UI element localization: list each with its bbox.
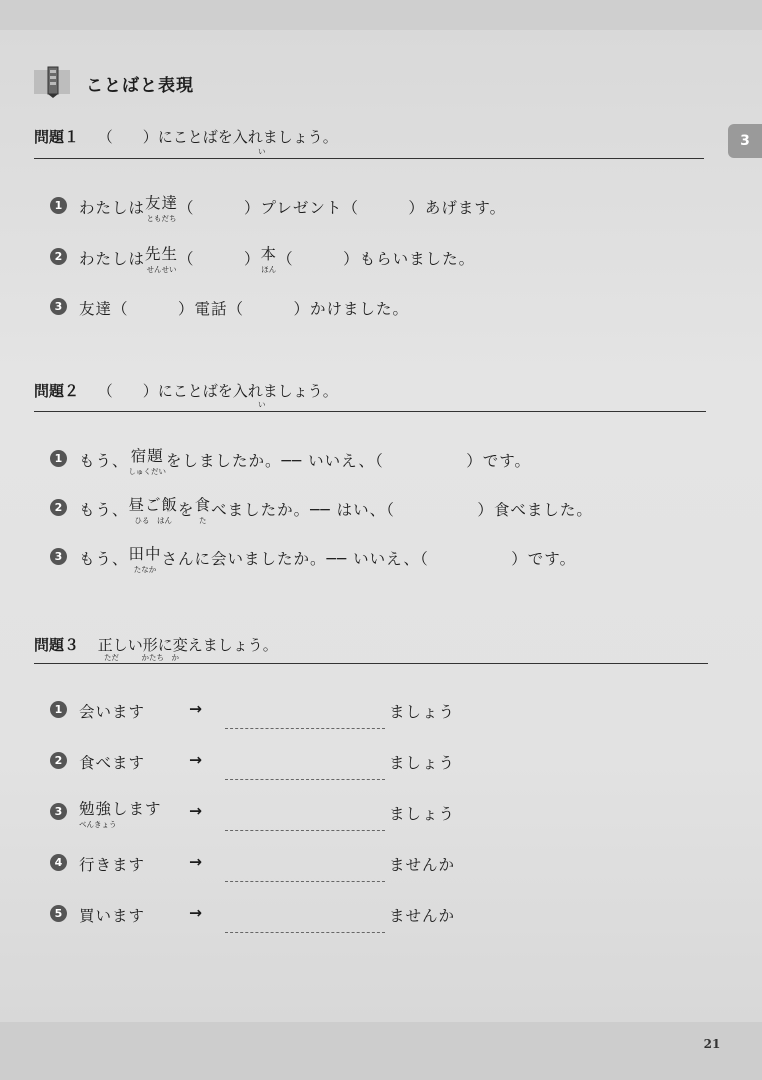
verb: 食べます xyxy=(79,754,146,772)
question-number: 問題２ xyxy=(34,382,80,400)
list-item xyxy=(50,853,455,882)
divider xyxy=(34,411,706,412)
book-pencil-icon xyxy=(34,64,74,102)
text: （ ）もらいました。 xyxy=(277,250,476,268)
verb: 買います xyxy=(79,907,146,925)
top-shadow xyxy=(0,0,762,30)
arrow-icon: → xyxy=(189,853,203,871)
ruby-word: 昼ご飯 ひる はん xyxy=(128,496,179,525)
list-item xyxy=(50,297,409,319)
list-item xyxy=(50,196,506,222)
answer-blank[interactable] xyxy=(225,751,385,780)
text: をしましたか。── いいえ、（ ）です。 xyxy=(166,452,532,470)
list-item xyxy=(50,751,455,780)
question-number: 問題３ xyxy=(34,636,80,654)
ruby-word: 田中 たなか xyxy=(128,545,162,574)
ending: ませんか xyxy=(389,856,456,874)
verb: 会います xyxy=(79,703,146,721)
item-number: 5 xyxy=(50,905,67,922)
item-number: 2 xyxy=(50,752,67,769)
ruby: い xyxy=(258,400,266,409)
list-item xyxy=(50,802,455,831)
text: わたしは xyxy=(79,199,146,217)
ruby-word: 友達 ともだち xyxy=(145,194,179,223)
list-item xyxy=(50,700,455,729)
answer-blank[interactable] xyxy=(225,853,385,882)
text: もう、 xyxy=(79,501,129,519)
item-number: 3 xyxy=(50,548,67,565)
text: （ ） xyxy=(178,250,261,268)
ending: ましょう xyxy=(389,805,456,823)
verb: 行きます xyxy=(79,856,146,874)
item-number: 1 xyxy=(50,450,67,467)
item-number: 1 xyxy=(50,197,67,214)
page-number: 21 xyxy=(703,1037,721,1051)
list-item xyxy=(50,904,455,933)
item-number: 4 xyxy=(50,854,67,871)
ruby-word: 宿題 しゅくだい xyxy=(128,447,167,476)
list-item xyxy=(50,449,531,475)
question-2-heading xyxy=(34,380,338,401)
text: を xyxy=(178,501,195,519)
arrow-icon: → xyxy=(189,904,203,922)
divider xyxy=(34,158,704,159)
ruby-word: 食 た xyxy=(194,496,212,525)
ruby-word: 先生 せんせい xyxy=(145,245,179,274)
text: もう、 xyxy=(79,550,129,568)
ending: ましょう xyxy=(389,703,456,721)
text: （ ）プレゼント（ ）あげます。 xyxy=(178,199,507,217)
answer-blank[interactable] xyxy=(225,802,385,831)
text: 友達（ ）電話（ ）かけました。 xyxy=(79,300,410,318)
arrow-icon: → xyxy=(189,802,203,820)
answer-blank[interactable] xyxy=(225,700,385,729)
section-header xyxy=(34,64,194,102)
ending: ましょう xyxy=(389,754,456,772)
ending: ませんか xyxy=(389,907,456,925)
ruby-word: 本 ほん xyxy=(260,245,278,274)
item-number: 2 xyxy=(50,248,67,265)
arrow-icon: → xyxy=(189,700,203,718)
item-number: 2 xyxy=(50,499,67,516)
text: べましたか。── はい、（ ）食べました。 xyxy=(211,501,593,519)
arrow-icon: → xyxy=(189,751,203,769)
text: もう、 xyxy=(79,452,129,470)
item-number: 3 xyxy=(50,298,67,315)
answer-blank[interactable] xyxy=(225,904,385,933)
section-title: ことばと表現 xyxy=(86,75,194,96)
text: さんに会いましたか。── いいえ、（ ）です。 xyxy=(161,550,577,568)
chapter-tab[interactable]: 3 xyxy=(728,124,762,158)
question-instruction: （ ）にことばを入れましょう。 xyxy=(97,128,338,146)
list-item xyxy=(50,498,593,524)
text: わたしは xyxy=(79,250,146,268)
list-item xyxy=(50,547,576,573)
question-instruction: 正しい形に変えましょう。 xyxy=(97,636,278,654)
verb: 勉強します べんきょう xyxy=(79,800,162,829)
item-number: 3 xyxy=(50,803,67,820)
ruby: ただ かたち か xyxy=(104,653,179,662)
footer-band xyxy=(0,1022,762,1080)
list-item xyxy=(50,247,475,273)
divider xyxy=(34,663,708,664)
question-instruction: （ ）にことばを入れましょう。 xyxy=(97,382,338,400)
question-number: 問題１ xyxy=(34,128,80,146)
ruby: い xyxy=(258,147,266,156)
question-1-heading xyxy=(34,126,338,147)
item-number: 1 xyxy=(50,701,67,718)
